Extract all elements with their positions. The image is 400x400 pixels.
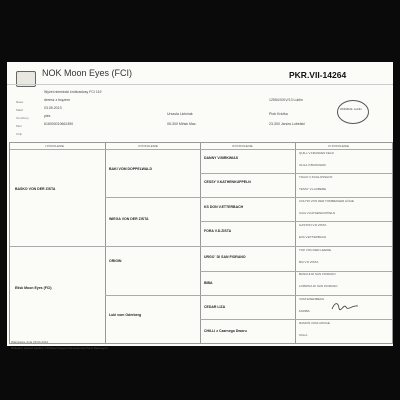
- detail-row: Rasa Wyżeł niemiecki krótkowłosy FCI 119: [16, 90, 102, 104]
- gen4-ancestor: VOM EISENBERG: [299, 297, 325, 301]
- gen3-ancestor: URGO` DI SAN FIORANO: [204, 255, 246, 259]
- gen4-ancestor: BANCHI DI SAN FIORANO: [299, 272, 336, 276]
- gen3-ancestor: DANNY V.BIRKWIAS: [204, 156, 239, 160]
- gen4-ancestor: OGLA: [299, 333, 308, 337]
- column-divider: [105, 143, 106, 343]
- owner-number: 12554/XXIV/13 Lublin: [269, 98, 303, 102]
- issue-date: Warszawa, dnia 29.04.2014: [11, 340, 49, 344]
- gen4-ancestor: OLGA V.BOOMHOF: [299, 163, 327, 167]
- gen4-ancestor: LORDINA DI SAN FIORANO: [299, 284, 338, 288]
- pedigree-number: PKR.VII-14264: [289, 70, 347, 80]
- owner-name: Piotr Kniżka: [269, 112, 288, 116]
- gen4-ancestor: CAIA V.KATHENKUPPELN: [299, 211, 336, 215]
- gen4-ancestor: GASTON V.D.ZISTA: [299, 223, 327, 227]
- breeder-name: Urszula Lichniak: [167, 112, 193, 116]
- header-row-divider: [10, 149, 392, 150]
- gen4-ancestor: TIAGO V.SCHLOSSHOF: [299, 175, 333, 179]
- granddam-maternal: Luki vom Oderberg: [109, 313, 142, 317]
- gen3-ancestor: KS DON V.ETTERBACH: [204, 205, 244, 209]
- row-divider: [105, 295, 392, 296]
- gen4-ancestor: COLTIN VON DER TOMBERGER HÖHE: [299, 199, 354, 203]
- dam-name: Elisk Moon Eyes (FCI): [15, 286, 52, 290]
- gen3-ancestor: CESSY V.KATHENKUPPELN: [204, 180, 251, 184]
- column-header: I POKOLENIE: [45, 144, 65, 148]
- pedigree-table: [9, 142, 393, 344]
- sire-dam-divider: [10, 246, 392, 247]
- detail-row: Chip 616000010661390: [16, 122, 74, 136]
- gen4-ancestor: RAMON VOM HOOGE: [299, 321, 330, 325]
- sire-name: BASKO VON DER ZISTA: [15, 187, 56, 191]
- column-header: III POKOLENIE: [232, 144, 253, 148]
- signature-icon: [330, 300, 360, 312]
- column-header: IV POKOLENIE: [328, 144, 350, 148]
- header-divider: [7, 84, 393, 85]
- row-divider: [200, 173, 392, 174]
- gen3-ancestor: CHILLI z Czarnego Dworu: [204, 329, 247, 333]
- gen3-ancestor: BIBA: [204, 281, 213, 285]
- detail-row: Maść deresz z brązem: [16, 98, 70, 112]
- row-divider: [200, 271, 392, 272]
- gen4-ancestor: TOP VON DER LEENIE: [299, 248, 332, 252]
- footer-note: Niniejszy wywód zgodny z Polską Księgą Rodowodową Psów Rasowych: [11, 346, 108, 350]
- breeder-city: 05-300 Mińsk Maz.: [167, 122, 197, 126]
- gen4-ancestor: FARIBA: [299, 309, 310, 313]
- gen4-ancestor: BIA V.D.ZISTA: [299, 260, 319, 264]
- granddam-paternal: WIEGA VON DER ZISTA: [109, 217, 149, 221]
- grandsire-maternal: ORIGIN: [109, 259, 122, 263]
- gen4-ancestor: TESSY V.LAUBERE: [299, 187, 327, 191]
- row-divider: [200, 319, 392, 320]
- club-stamp: ODDZIAŁ Lublin: [337, 100, 369, 124]
- gen3-ancestor: FORA V.D.ZISTA: [204, 229, 232, 233]
- column-header: II POKOLENIE: [138, 144, 158, 148]
- gen4-ancestor: EVA V.ETTERBACH: [299, 235, 327, 239]
- gen4-ancestor: QUILL V.FRANKEN FELD: [299, 151, 334, 155]
- dog-details: [16, 90, 166, 136]
- detail-row: Płeć pies: [16, 114, 51, 128]
- row-divider: [200, 221, 392, 222]
- detail-row: Urodzony 03.05.2013: [16, 106, 62, 120]
- grandsire-paternal: BAKI VOM DOPPELWALD: [109, 167, 152, 171]
- gen3-ancestor: CEDAR LIZA: [204, 305, 226, 309]
- owner-city: 23-300 Janów Lubelski: [269, 122, 305, 126]
- row-divider: [105, 197, 392, 198]
- dog-name: NOK Moon Eyes (FCI): [42, 68, 133, 78]
